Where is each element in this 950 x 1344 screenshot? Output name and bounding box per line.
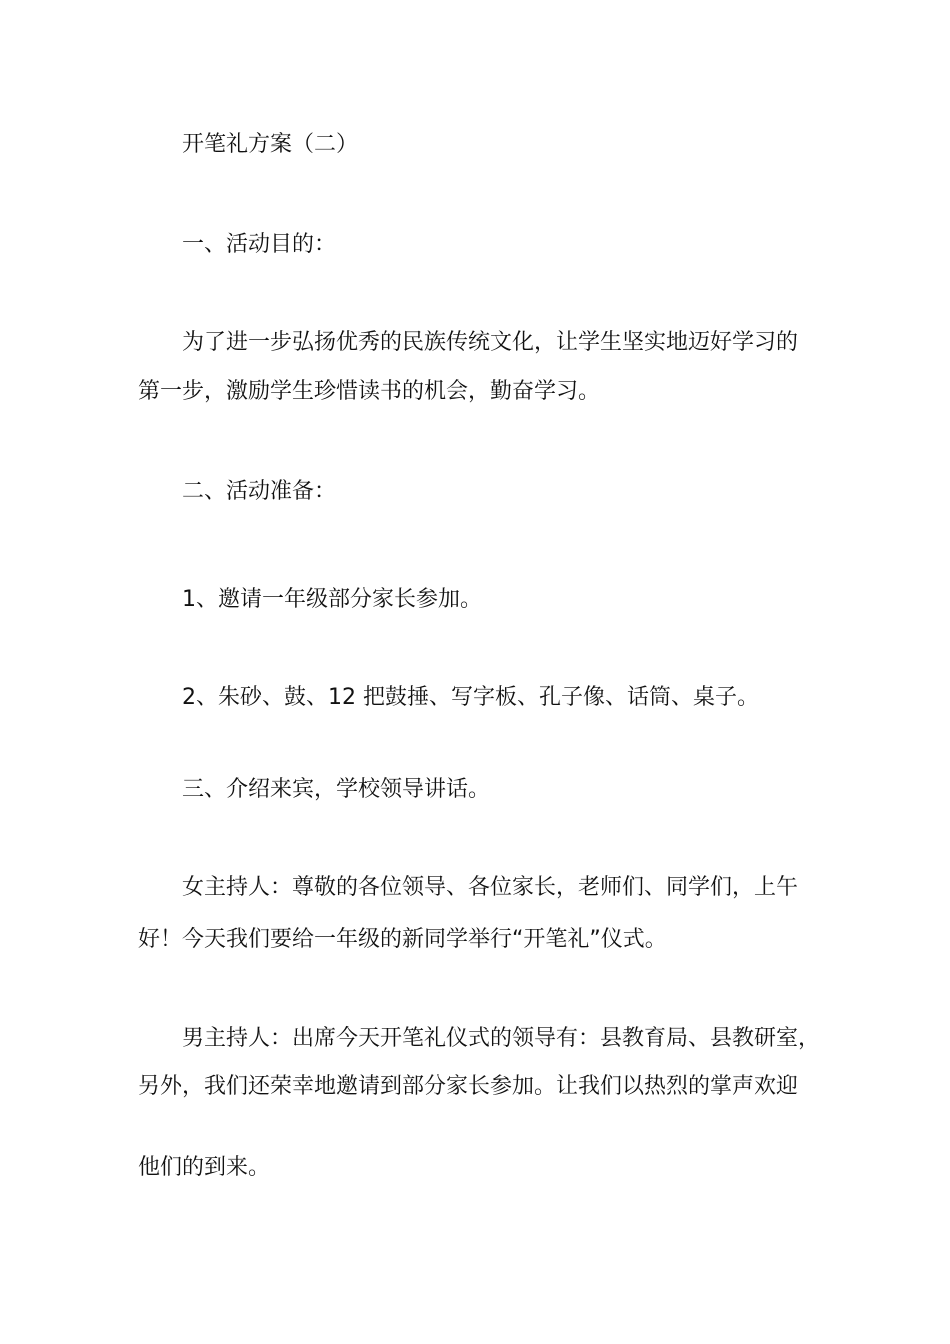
female-host-line2: 好！今天我们要给一年级的新同学举行“开笔礼”仪式。 bbox=[138, 927, 667, 952]
section1-paragraph-line1: 为了进一步弘扬优秀的民族传统文化，让学生坚实地迈好学习的 bbox=[182, 330, 799, 355]
section2-heading: 二、活动准备： bbox=[182, 479, 337, 504]
female-host-line1: 女主持人：尊敬的各位领导、各位家长，老师们、同学们，上午 bbox=[182, 875, 799, 900]
male-host-line1: 男主持人：出席今天开笔礼仪式的领导有：县教育局、县教研室， bbox=[182, 1026, 821, 1051]
section3-heading: 三、介绍来宾，学校领导讲话。 bbox=[182, 777, 491, 802]
prep-item-2: 2、朱砂、鼓、12 把鼓捶、写字板、孔子像、话筒、桌子。 bbox=[182, 685, 759, 710]
male-host-line2: 另外，我们还荣幸地邀请到部分家长参加。让我们以热烈的掌声欢迎 bbox=[138, 1074, 799, 1099]
document-title: 开笔礼方案（二） bbox=[182, 132, 359, 157]
section1-paragraph-line2: 第一步，激励学生珍惜读书的机会，勤奋学习。 bbox=[138, 379, 601, 404]
prep-item-1: 1、邀请一年级部分家长参加。 bbox=[182, 587, 482, 612]
male-host-line3: 他们的到来。 bbox=[138, 1155, 271, 1180]
section1-heading: 一、活动目的： bbox=[182, 232, 337, 257]
